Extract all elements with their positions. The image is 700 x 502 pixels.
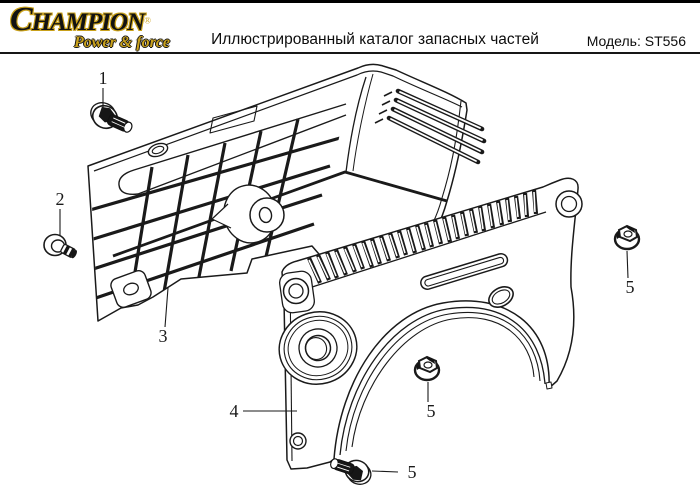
- callout-number-2: 2: [55, 189, 65, 209]
- panel-mount-hole-left: [278, 270, 315, 314]
- callout-5-bottom: [372, 462, 417, 482]
- callout-number-5-bottom: 5: [407, 462, 417, 482]
- bolt-2: [44, 235, 78, 260]
- model-label: Модель: ST556: [586, 33, 686, 49]
- page-title: Иллюстрированный каталог запасных частей: [211, 31, 539, 48]
- callout-3: [159, 288, 169, 346]
- registered-trademark-icon: ®: [144, 15, 151, 26]
- callout-number-5-center: 5: [426, 401, 436, 421]
- callout-number-5-right: 5: [625, 277, 635, 297]
- nut-5-right: [615, 226, 639, 249]
- callout-number-1: 1: [98, 68, 108, 88]
- brand-tagline: Power & force: [74, 34, 170, 51]
- callout-5-right: [626, 251, 635, 297]
- bolt-1: [86, 99, 136, 139]
- nut-5-center: [415, 357, 439, 380]
- brand-name: CHAMPION: [10, 1, 145, 38]
- callout-number-4: 4: [229, 401, 239, 421]
- panel-mount-hole-right: [556, 191, 582, 217]
- callout-2: [56, 189, 65, 236]
- callout-number-3: 3: [158, 326, 168, 346]
- callout-5-center: [427, 382, 436, 421]
